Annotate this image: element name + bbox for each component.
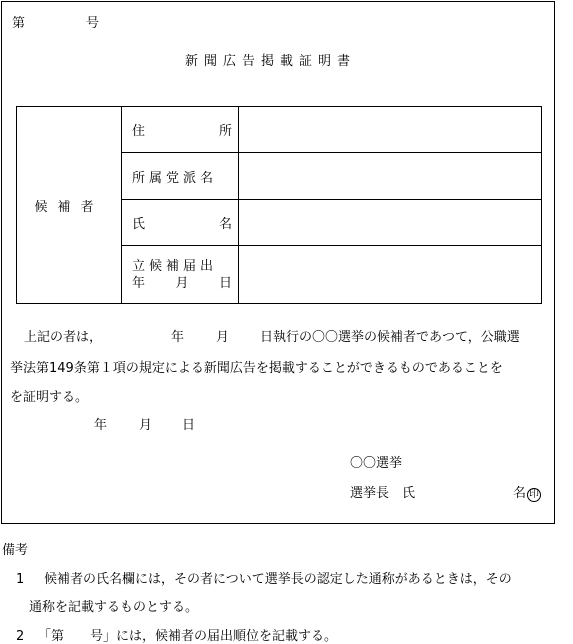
filing-date-label: 立候補届出 年 月 日 xyxy=(122,246,239,304)
election-name: 〇〇選挙 xyxy=(350,456,403,471)
notes-heading: 備考 xyxy=(2,543,29,558)
party-label: 所属党派名 xyxy=(122,153,239,199)
body-line1-start: 上記の者は， xyxy=(24,330,103,345)
body-line2: 挙法第149条第１項の規定による新聞広告を掲載することができるものであることを xyxy=(10,361,503,376)
party-value xyxy=(239,153,542,199)
date-day: 日 xyxy=(182,418,196,433)
candidate-table xyxy=(16,106,542,304)
note-2-text: 「第 号」には，候補者の届出順位を記載する。 xyxy=(38,629,338,644)
date-month: 月 xyxy=(139,418,153,433)
note-2-number: 2 xyxy=(16,629,25,644)
chief-label: 選挙長 氏 xyxy=(350,486,416,501)
body-line1-month: 月 xyxy=(216,330,230,345)
body-line3: を証明する。 xyxy=(10,390,89,405)
seal-icon: 印 xyxy=(529,489,540,500)
address-label: 住 所 xyxy=(122,107,239,153)
candidate-group-label: 候補者 xyxy=(17,107,122,304)
filing-date-value xyxy=(239,246,542,304)
name-value xyxy=(239,199,542,245)
number-suffix: 号 xyxy=(86,16,100,31)
chief-name-suffix: 名 印 xyxy=(513,486,540,501)
note-1-text: 候補者の氏名欄には，その者について選挙長の認定した通称があるときは，その xyxy=(44,572,512,587)
name-label: 氏 名 xyxy=(122,199,239,245)
note-1-number: 1 xyxy=(16,572,25,587)
body-line1-year: 年 xyxy=(171,330,185,345)
number-prefix: 第 xyxy=(12,16,26,31)
body-line1-rest: 日執行の〇〇選挙の候補者であつて，公職選 xyxy=(260,330,520,345)
address-value xyxy=(239,107,542,153)
document-title: 新聞広告掲載証明書 xyxy=(185,54,357,69)
date-year: 年 xyxy=(94,418,108,433)
note-1-continuation: 通称を記載するものとする。 xyxy=(29,600,199,615)
